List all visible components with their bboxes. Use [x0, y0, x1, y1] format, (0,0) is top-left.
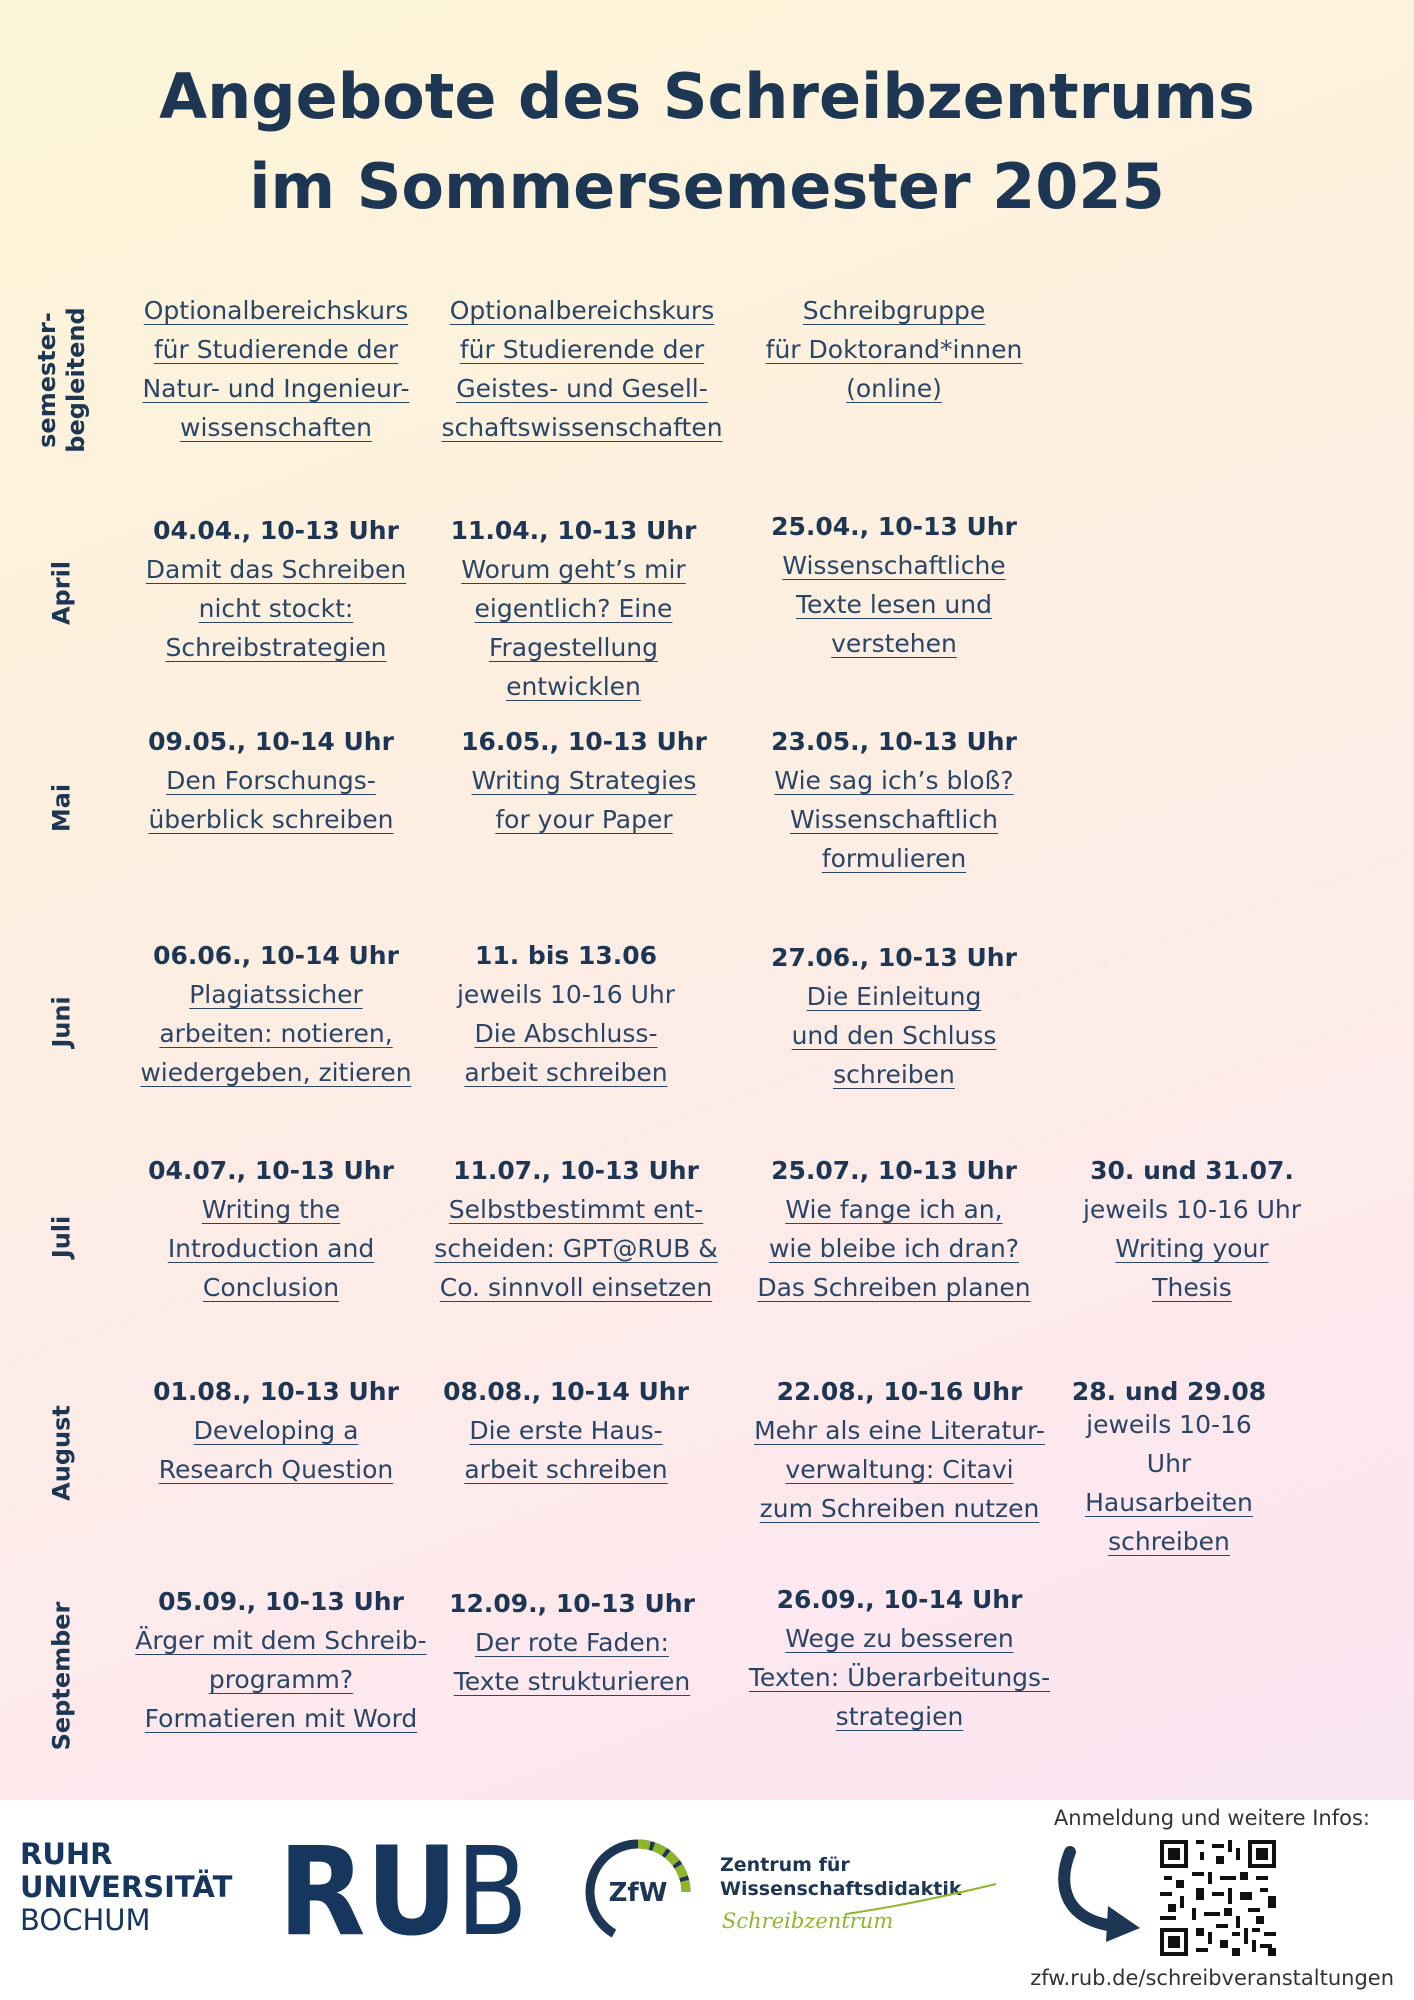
zfw-name-line2: Wissenschaftsdidaktik	[720, 1878, 962, 1900]
course-apr-2[interactable]	[421, 511, 726, 706]
row-label-semester-line1: semester-	[33, 312, 61, 448]
course-link[interactable]: Plagiatssicher arbeiten: notieren, wiedergeben, zitieren	[140, 980, 412, 1087]
course-sem-doktorand[interactable]	[749, 291, 1039, 408]
course-date: 11.04., 10-13 Uhr	[450, 516, 697, 545]
course-date: 06.06., 10-14 Uhr	[153, 941, 399, 970]
course-link[interactable]: Wege zu besseren Texten: Überarbeitungs- strategien	[748, 1624, 1051, 1731]
course-date: 23.05., 10-13 Uhr	[771, 727, 1017, 756]
course-date: 27.06., 10-13 Uhr	[771, 943, 1017, 972]
zfw-script-signature	[718, 1880, 998, 1940]
course-date: 30. und 31.07.	[1090, 1156, 1294, 1185]
course-apr-3[interactable]	[749, 507, 1039, 663]
course-note: jeweils 10-16 Uhr	[1082, 1195, 1302, 1224]
rub-logo-b: B	[456, 1821, 528, 1963]
page-title	[0, 52, 1414, 232]
rub-logo-letters: RU	[278, 1821, 458, 1963]
registration-label: Anmeldung und weitere Infos:	[1053, 1806, 1370, 1830]
course-date: 12.09., 10-13 Uhr	[449, 1589, 695, 1618]
rub-logo	[278, 1821, 530, 1963]
course-link[interactable]: Wie fange ich an, wie bleibe ich dran? Das Schreiben planen	[757, 1195, 1031, 1302]
course-aug-1[interactable]	[131, 1372, 421, 1489]
course-date: 09.05., 10-14 Uhr	[148, 727, 394, 756]
university-logo-line2: UNIVERSITÄT	[20, 1870, 233, 1904]
zfw-logo	[582, 1836, 694, 1948]
course-jul-2[interactable]	[421, 1151, 731, 1307]
course-link[interactable]: Die Abschluss- arbeit schreiben	[464, 1019, 668, 1087]
zfw-logo-text: ZfW	[608, 1878, 668, 1908]
course-link[interactable]: Hausarbeiten schreiben	[1085, 1488, 1253, 1556]
course-aug-2[interactable]	[421, 1372, 711, 1489]
course-note: jeweils 10-16 Uhr	[1086, 1410, 1252, 1478]
qr-code-icon[interactable]	[1160, 1840, 1276, 1956]
course-link[interactable]: Writing Strategies for your Paper	[471, 766, 697, 834]
course-jul-3[interactable]	[749, 1151, 1039, 1307]
course-link[interactable]: Developing a Research Question	[158, 1416, 394, 1484]
course-jun-3[interactable]	[749, 938, 1039, 1094]
course-link[interactable]: Die Einleitung und den Schluss schreiben	[791, 982, 997, 1089]
course-link[interactable]: Den Forschungs- überblick schreiben	[148, 766, 394, 834]
university-logo-line1: RUHR	[20, 1837, 113, 1871]
course-link[interactable]: Schreibgruppe für Doktorand*innen (online)	[765, 296, 1023, 403]
zfw-script-text: Schreibzentrum	[722, 1909, 894, 1933]
course-jul-1[interactable]	[126, 1151, 416, 1307]
course-link[interactable]: Mehr als eine Literatur- verwaltung: Citavi zum Schreiben nutzen	[754, 1416, 1045, 1523]
course-mai-1[interactable]	[126, 722, 416, 839]
course-link[interactable]: Wie sag ich’s bloß? Wissenschaftlich formulieren	[774, 766, 1014, 873]
course-link[interactable]: Optionalbereichskurs für Studierende der Geistes- und Gesell- schaftswissenschaften	[441, 296, 723, 442]
course-sem-natur[interactable]	[131, 291, 421, 447]
course-aug-3[interactable]	[747, 1372, 1052, 1528]
course-note: jeweils 10-16 Uhr	[456, 980, 676, 1009]
title-line-2: im Sommersemester 2025	[249, 150, 1165, 223]
course-sep-3[interactable]	[747, 1580, 1052, 1736]
course-date: 26.09., 10-14 Uhr	[776, 1585, 1023, 1614]
course-date: 05.09., 10-13 Uhr	[158, 1587, 404, 1616]
course-date: 01.08., 10-13 Uhr	[153, 1377, 399, 1406]
course-sep-1[interactable]	[131, 1582, 431, 1738]
course-date: 16.05., 10-13 Uhr	[461, 727, 707, 756]
registration-url[interactable]: zfw.rub.de/schreibveranstaltungen	[1030, 1966, 1394, 1990]
course-link[interactable]: Die erste Haus- arbeit schreiben	[464, 1416, 668, 1484]
course-apr-1[interactable]	[131, 511, 421, 667]
course-date: 04.04., 10-13 Uhr	[153, 516, 399, 545]
university-logo	[20, 1838, 232, 1937]
course-date: 04.07., 10-13 Uhr	[148, 1156, 394, 1185]
course-link[interactable]: Wissenschaftliche Texte lesen und verstehen	[782, 551, 1006, 658]
row-label-semester-line2: begleitend	[62, 307, 90, 453]
course-date: 28. und 29.08	[1071, 1377, 1267, 1406]
title-line-1: Angebote des Schreibzentrums	[159, 60, 1255, 133]
course-link[interactable]: Optionalbereichskurs für Studierende der Natur- und Ingenieur- wissenschaften	[142, 296, 410, 442]
course-link[interactable]: Selbstbestimmt ent- scheiden: GPT@RUB & Co. sinnvoll einsetzen	[434, 1195, 718, 1302]
course-link[interactable]: Der rote Faden: Texte strukturieren	[453, 1628, 691, 1696]
zfw-name-line1: Zentrum für	[720, 1854, 850, 1876]
course-sep-2[interactable]	[427, 1584, 717, 1701]
course-date: 11.07., 10-13 Uhr	[453, 1156, 699, 1185]
course-date: 25.07., 10-13 Uhr	[771, 1156, 1017, 1185]
course-link[interactable]: Writing the Introduction and Conclusion	[167, 1195, 375, 1302]
course-link[interactable]: Worum geht’s mir eigentlich? Eine Fragestellung entwicklen	[461, 555, 686, 701]
course-date: 11. bis 13.06	[474, 941, 658, 970]
course-sem-geistes[interactable]	[437, 291, 727, 447]
course-aug-4[interactable]	[1063, 1372, 1275, 1561]
curved-arrow-icon	[1052, 1846, 1144, 1942]
course-date: 08.08., 10-14 Uhr	[443, 1377, 689, 1406]
course-link[interactable]: Writing your Thesis	[1115, 1234, 1269, 1302]
course-jul-4[interactable]	[1047, 1151, 1337, 1307]
course-link[interactable]: Ärger mit dem Schreib- programm? Formatieren mit Word	[135, 1626, 427, 1733]
course-link[interactable]: Damit das Schreiben nicht stockt: Schreibstrategien	[145, 555, 407, 662]
course-date: 25.04., 10-13 Uhr	[771, 512, 1017, 541]
university-logo-line3: BOCHUM	[20, 1903, 151, 1937]
course-jun-1[interactable]	[131, 936, 421, 1092]
course-date: 22.08., 10-16 Uhr	[776, 1377, 1023, 1406]
course-jun-2[interactable]	[421, 936, 711, 1092]
course-mai-2[interactable]	[439, 722, 729, 839]
course-mai-3[interactable]	[749, 722, 1039, 878]
